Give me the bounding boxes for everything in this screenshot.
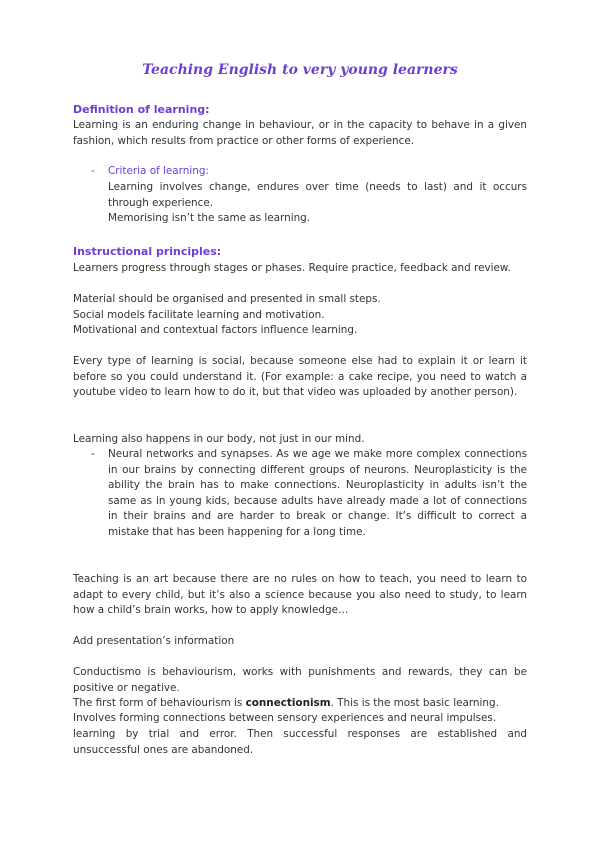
instructional-line-1: Learners progress through stages or phases. Require practice, feedback and review. xyxy=(73,262,511,274)
instructional-line-2: Material should be organised and presented in small steps. xyxy=(73,293,381,305)
definition-heading: Definition of learning: xyxy=(73,103,210,116)
instructional-heading: Instructional principles: xyxy=(73,245,222,258)
first-form-line xyxy=(73,696,527,712)
criteria-text-1: Learning involves change, endures over time (needs to last) and it occurs through experience. xyxy=(108,181,527,209)
body-intro: Learning also happens in our body, not just in our mind. xyxy=(73,433,365,445)
art-paragraph: Teaching is an art because there are no rules on how to teach, you need to learn to adapt to every child, but it’s also a science because you also need to study, to learn how a child’s brain works, how to apply knowledge… xyxy=(73,573,527,617)
first-form-pre: The first form of behaviourism is xyxy=(73,697,246,709)
trial-error-paragraph: learning by trial and error. Then successful responses are established and unsuccessful ones are abandoned. xyxy=(73,728,527,756)
conductismo-paragraph: Conductismo is behaviourism, works with punishments and rewards, they can be positive or negative. xyxy=(73,666,527,694)
instructional-line-3: Social models facilitate learning and motivation. xyxy=(73,309,325,321)
instructional-line-4: Motivational and contextual factors influence learning. xyxy=(73,324,358,336)
first-form-post: . This is the most basic learning. xyxy=(330,697,499,709)
criteria-text-2: Memorising isn’t the same as learning. xyxy=(108,212,311,224)
involves-line: Involves forming connections between sensory experiences and neural impulses. xyxy=(73,712,497,724)
neural-bullet-dash: - xyxy=(91,448,95,460)
definition-text: Learning is an enduring change in behaviour, or in the capacity to behave in a given fashion, which results from practice or other forms of experience. xyxy=(73,119,527,147)
criteria-bullet-dash: - xyxy=(91,165,95,177)
add-info-note: Add presentation’s information xyxy=(73,635,235,647)
neural-bullet-text: Neural networks and synapses. As we age we make more complex connections in our brains by connecting different groups of neurons. Neuroplasticity is the ability the brain has to make connections. Neuroplasticity in adults isn’t the same as in young kids, because adults have already made a lot of connections in their brains and are harder to break or change. It’s difficult to correct a mistake that has been happening for a long time. xyxy=(108,448,527,538)
connectionism-term: connectionism xyxy=(245,697,331,709)
criteria-label: Criteria of learning: xyxy=(108,165,209,177)
social-paragraph: Every type of learning is social, because someone else had to explain it or learn it before so you could understand it. (For example: a cake recipe, you need to watch a youtube video to learn how to do it, but that video was uploaded by another person). xyxy=(73,355,527,399)
document-title: Teaching English to very young learners xyxy=(142,62,458,78)
